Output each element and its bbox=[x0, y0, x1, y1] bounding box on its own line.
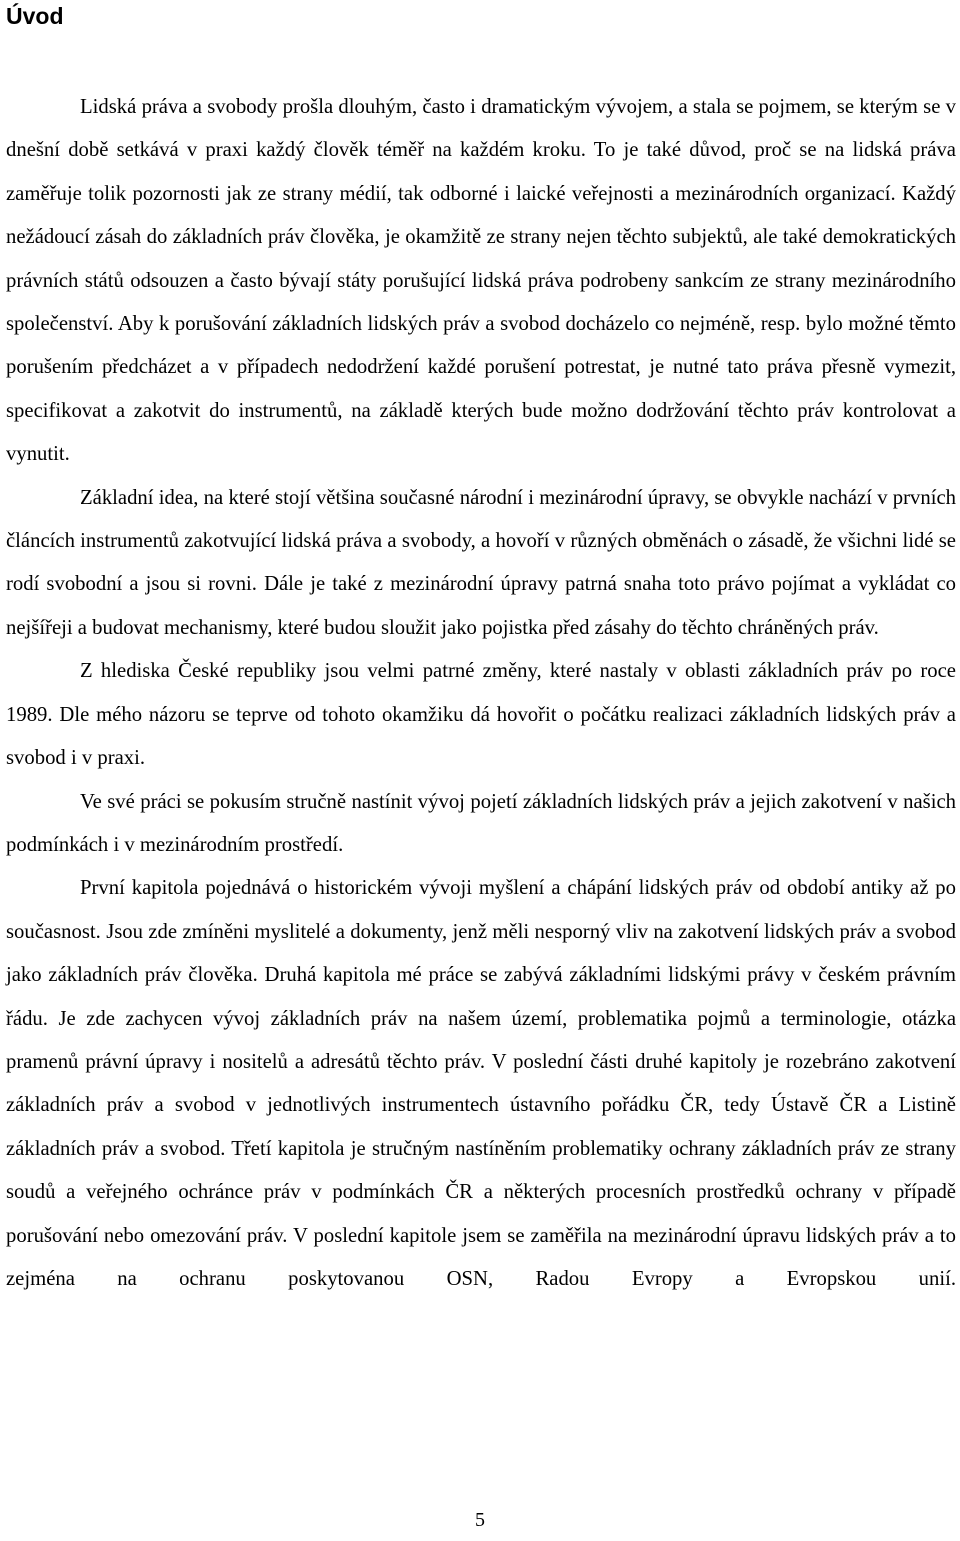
paragraph-intro: Lidská práva a svobody prošla dlouhým, často i dramatickým vývojem, a stala se pojmem, se kterým se v dnešní době setkává v praxi každý člověk téměř na každém kroku. To je také důvod, proč se na lidská práva zaměřuje tolik pozornosti jak ze strany médií, tak odborné i laické veřejnosti a mezinárodních organizací. Každý nežádoucí zásah do základních práv člověka, je okamžitě ze strany nejen těchto subjektů, ale také demokratických právních států odsouzen a často bývají státy porušující lidská práva podrobeny sankcím ze strany mezinárodního společenství. Aby k porušování základních lidských práv a svobod docházelo co nejméně, resp. bylo možné těmto porušením předcházet a v případech nedodržení každé porušení potrestat, je nutné tato práva přesně vymezit, specifikovat a zakotvit do instrumentů, na základě kterých bude možno dodržování těchto práv kontrolovat a vynutit. bbox=[6, 96, 956, 466]
document-page bbox=[6, 0, 956, 1301]
paragraph-czech-republic: Z hlediska České republiky jsou velmi patrné změny, které nastaly v oblasti základních práv po roce 1989. Dle mého názoru se teprve od tohoto okamžiku dá hovořit o počátku realizaci základních lidských práv a svobod i v praxi. bbox=[6, 660, 956, 770]
paragraph-chapters-overview: První kapitola pojednává o historickém vývoji myšlení a chápání lidských práv od období antiky až po současnost. Jsou zde zmíněni myslitelé a dokumenty, jenž měli nesporný vliv na zakotvení lidských práv a svobod jako základních práv člověka. Druhá kapitola mé práce se zabývá základními lidskými právy v českém právním řádu. Je zde zachycen vývoj základních práv na našem území, problematika pojmů a terminologie, otázka pramenů právní úpravy i nositelů a adresátů těchto práv. V poslední části druhé kapitoly je rozebráno zakotvení základních práv a svobod v jednotlivých instrumentech ústavního pořádku ČR, tedy Ústavě ČR a Listině základních práv a svobod. Třetí kapitola je stručným nastíněním problematiky ochrany základních práv ze strany soudů a veřejného ochránce práv v podmínkách ČR a některých procesních prostředků ochrany v případě porušování nebo omezování práv. V poslední kapitole jsem se zaměřila na mezinárodní úpravu lidských práv a to zejména na ochranu poskytovanou OSN, Radou Evropy a Evropskou unií. bbox=[6, 877, 956, 1290]
page-number: 5 bbox=[475, 1509, 485, 1531]
document-body bbox=[6, 86, 956, 1301]
paragraph-basic-idea: Základní idea, na které stojí většina současné národní i mezinárodní úpravy, se obvykle nachází v prvních článcích instrumentů zakotvující lidská práva a svobody, a hovoří v různých obměnách o zásadě, že všichni lidé se rodí svobodní a jsou si rovni. Dále je také z mezinárodní úpravy patrná snaha toto právo pojímat a vykládat co nejšířeji a budovat mechanismy, které budou sloužit jako pojistka před zásahy do těchto chráněných práv. bbox=[6, 486, 956, 639]
section-heading: Úvod bbox=[6, 3, 64, 29]
paragraph-work-aim: Ve své práci se pokusím stručně nastínit vývoj pojetí základních lidských práv a jejich zakotvení v našich podmínkách i v mezinárodním prostředí. bbox=[6, 790, 956, 856]
